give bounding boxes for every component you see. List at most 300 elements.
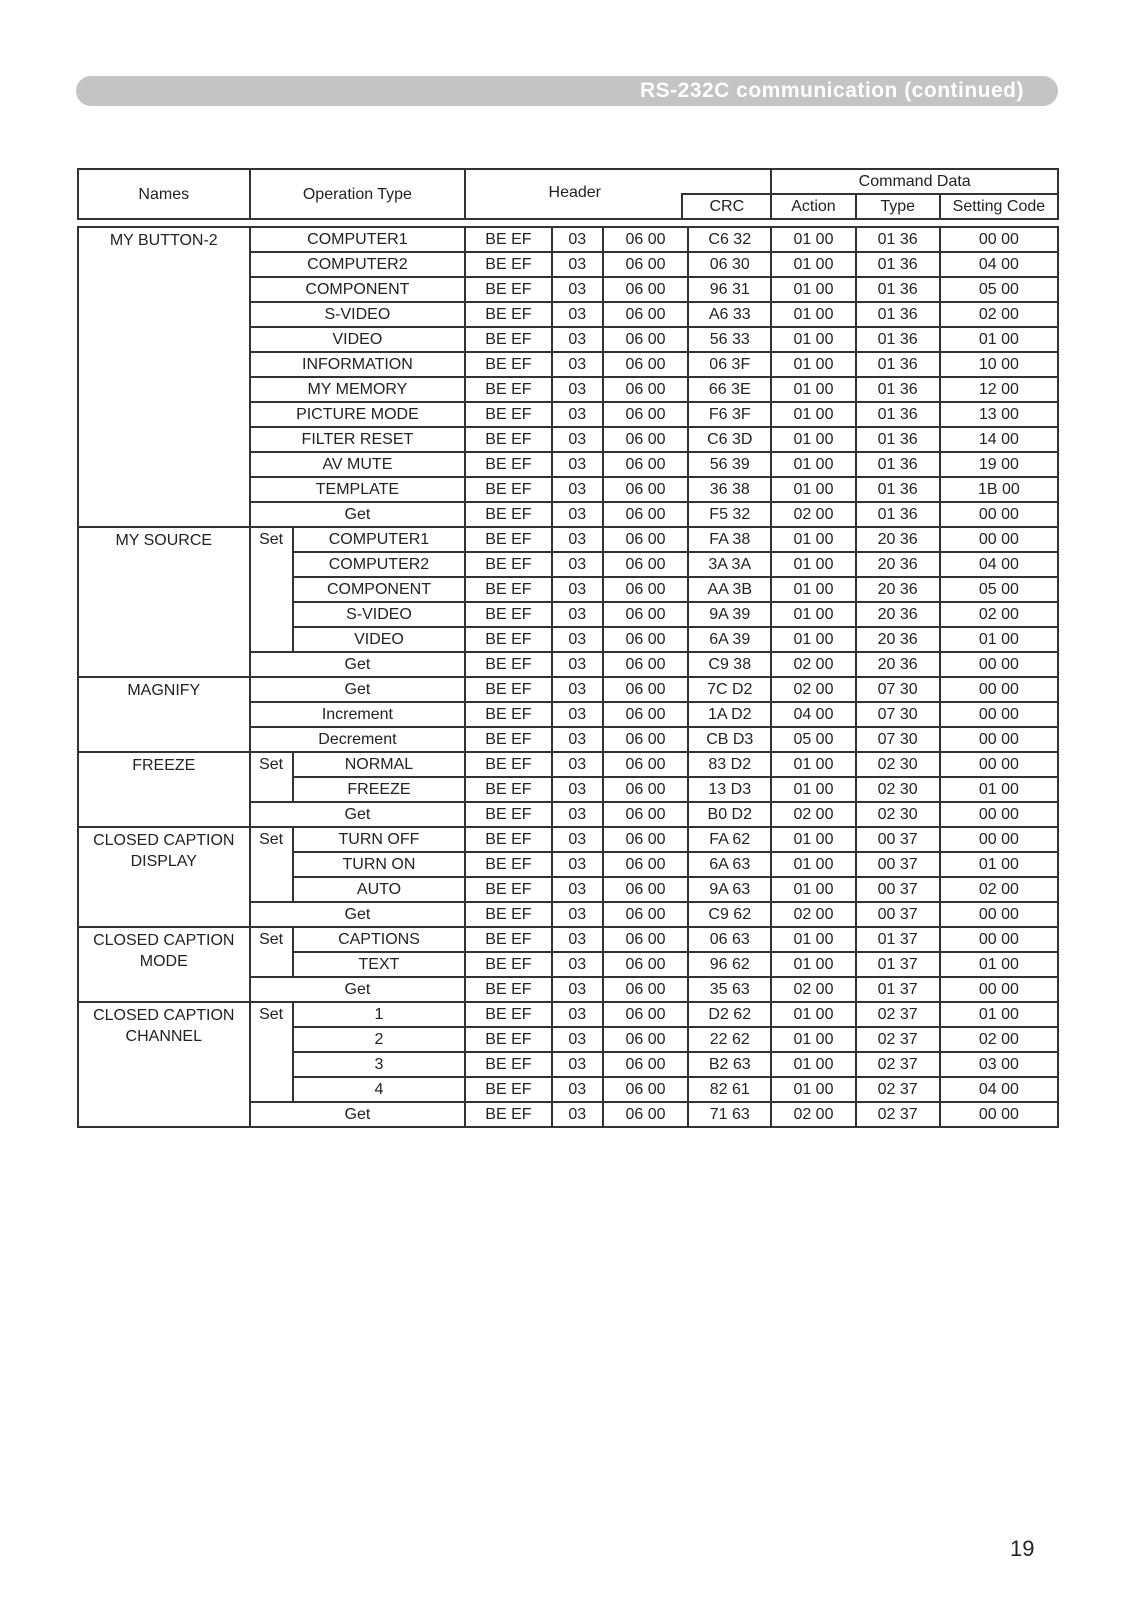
crc-cell: 83 D2 — [688, 752, 771, 777]
header-06-00-cell: 06 00 — [603, 827, 688, 852]
operation-type: 4 — [293, 1077, 466, 1102]
header-be-ef-cell: BE EF — [465, 702, 551, 727]
operation-type: Get — [250, 677, 466, 702]
action-cell: 01 00 — [771, 552, 855, 577]
header-06-00-cell: 06 00 — [603, 527, 688, 552]
operation-type: TEXT — [293, 952, 466, 977]
header-header — [465, 169, 771, 219]
operation-type: COMPUTER2 — [250, 252, 466, 277]
action-cell: 01 00 — [771, 777, 855, 802]
action-cell: 02 00 — [771, 677, 855, 702]
type-cell: 00 37 — [856, 902, 940, 927]
header-be-ef-cell: BE EF — [465, 927, 551, 952]
operation-type: Increment — [250, 702, 466, 727]
header-06-00-cell: 06 00 — [603, 402, 688, 427]
operation-type: NORMAL — [293, 752, 466, 777]
setting-code-cell: 00 00 — [940, 702, 1058, 727]
header-be-ef-cell: BE EF — [465, 752, 551, 777]
type-cell: 07 30 — [856, 702, 940, 727]
setting-code-cell: 02 00 — [940, 602, 1058, 627]
setting-code-cell: 02 00 — [940, 1027, 1058, 1052]
operation-type: S-VIDEO — [293, 602, 466, 627]
header-03-cell: 03 — [552, 352, 603, 377]
header-06-00-cell: 06 00 — [603, 477, 688, 502]
header-06-00-cell: 06 00 — [603, 727, 688, 752]
header-be-ef-cell: BE EF — [465, 1027, 551, 1052]
crc-cell: 3A 3A — [688, 552, 771, 577]
header-03-cell: 03 — [552, 952, 603, 977]
table-row — [78, 1002, 1058, 1027]
header-06-00-cell: 06 00 — [603, 752, 688, 777]
action-cell: 01 00 — [771, 852, 855, 877]
section-header-banner — [76, 76, 1058, 106]
header-06-00-cell: 06 00 — [603, 952, 688, 977]
crc-cell: 96 62 — [688, 952, 771, 977]
header-operation-type: Operation Type — [250, 169, 466, 219]
header-be-ef-cell: BE EF — [465, 477, 551, 502]
header-03-cell: 03 — [552, 1002, 603, 1027]
operation-type: MY MEMORY — [250, 377, 466, 402]
operation-type: COMPONENT — [250, 277, 466, 302]
type-cell: 01 36 — [856, 377, 940, 402]
header-03-cell: 03 — [552, 327, 603, 352]
action-cell: 01 00 — [771, 627, 855, 652]
header-be-ef-cell: BE EF — [465, 402, 551, 427]
page-number: 19 — [1010, 1536, 1035, 1561]
setting-code-cell: 05 00 — [940, 277, 1058, 302]
crc-cell: F5 32 — [688, 502, 771, 527]
operation-type: INFORMATION — [250, 352, 466, 377]
header-06-00-cell: 06 00 — [603, 277, 688, 302]
setting-code-cell: 00 00 — [940, 902, 1058, 927]
operation-type: 2 — [293, 1027, 466, 1052]
command-name: MY BUTTON-2 — [78, 227, 250, 527]
command-name: FREEZE — [78, 752, 250, 827]
header-03-cell: 03 — [552, 227, 603, 252]
header-06-00-cell: 06 00 — [603, 627, 688, 652]
header-be-ef-cell: BE EF — [465, 277, 551, 302]
type-cell: 20 36 — [856, 602, 940, 627]
action-cell: 01 00 — [771, 527, 855, 552]
setting-code-cell: 00 00 — [940, 827, 1058, 852]
operation-type: AV MUTE — [250, 452, 466, 477]
crc-cell: 06 30 — [688, 252, 771, 277]
header-06-00-cell: 06 00 — [603, 302, 688, 327]
setting-code-cell: 00 00 — [940, 927, 1058, 952]
set-label: Set — [250, 1002, 293, 1102]
operation-type: Get — [250, 802, 466, 827]
header-be-ef-cell: BE EF — [465, 302, 551, 327]
type-cell: 20 36 — [856, 552, 940, 577]
type-cell: 02 37 — [856, 1027, 940, 1052]
action-cell: 01 00 — [771, 452, 855, 477]
type-cell: 00 37 — [856, 827, 940, 852]
type-cell: 01 36 — [856, 427, 940, 452]
crc-cell: A6 33 — [688, 302, 771, 327]
header-06-00-cell: 06 00 — [603, 252, 688, 277]
type-cell: 01 36 — [856, 452, 940, 477]
header-be-ef-cell: BE EF — [465, 502, 551, 527]
header-be-ef-cell: BE EF — [465, 677, 551, 702]
action-cell: 01 00 — [771, 952, 855, 977]
operation-type: FREEZE — [293, 777, 466, 802]
operation-type: COMPUTER1 — [293, 527, 466, 552]
action-cell: 01 00 — [771, 877, 855, 902]
table-row — [78, 677, 1058, 702]
header-names: Names — [78, 169, 250, 219]
header-03-cell: 03 — [552, 402, 603, 427]
action-cell: 01 00 — [771, 277, 855, 302]
header-header-label: Header — [548, 184, 601, 201]
header-be-ef-cell: BE EF — [465, 1052, 551, 1077]
crc-cell: AA 3B — [688, 577, 771, 602]
header-be-ef-cell: BE EF — [465, 427, 551, 452]
crc-cell: 06 63 — [688, 927, 771, 952]
crc-cell: 9A 63 — [688, 877, 771, 902]
setting-code-cell: 01 00 — [940, 1002, 1058, 1027]
header-be-ef-cell: BE EF — [465, 727, 551, 752]
header-type: Type — [856, 194, 940, 219]
action-cell: 01 00 — [771, 477, 855, 502]
operation-type: S-VIDEO — [250, 302, 466, 327]
crc-cell: 96 31 — [688, 277, 771, 302]
type-cell: 07 30 — [856, 677, 940, 702]
header-03-cell: 03 — [552, 1102, 603, 1127]
header-03-cell: 03 — [552, 1077, 603, 1102]
setting-code-cell: 04 00 — [940, 552, 1058, 577]
setting-code-cell: 19 00 — [940, 452, 1058, 477]
action-cell: 01 00 — [771, 752, 855, 777]
header-03-cell: 03 — [552, 927, 603, 952]
type-cell: 02 30 — [856, 752, 940, 777]
setting-code-cell: 13 00 — [940, 402, 1058, 427]
type-cell: 02 30 — [856, 802, 940, 827]
header-06-00-cell: 06 00 — [603, 1102, 688, 1127]
setting-code-cell: 00 00 — [940, 727, 1058, 752]
setting-code-cell: 00 00 — [940, 752, 1058, 777]
setting-code-cell: 01 00 — [940, 327, 1058, 352]
header-be-ef-cell: BE EF — [465, 652, 551, 677]
action-cell: 01 00 — [771, 1077, 855, 1102]
operation-type: TURN OFF — [293, 827, 466, 852]
setting-code-cell: 03 00 — [940, 1052, 1058, 1077]
crc-cell: 9A 39 — [688, 602, 771, 627]
header-03-cell: 03 — [552, 252, 603, 277]
header-03-cell: 03 — [552, 527, 603, 552]
header-03-cell: 03 — [552, 627, 603, 652]
header-03-cell: 03 — [552, 652, 603, 677]
setting-code-cell: 04 00 — [940, 1077, 1058, 1102]
table-row — [78, 227, 1058, 252]
header-03-cell: 03 — [552, 802, 603, 827]
header-be-ef-cell: BE EF — [465, 577, 551, 602]
type-cell: 20 36 — [856, 627, 940, 652]
header-03-cell: 03 — [552, 727, 603, 752]
action-cell: 01 00 — [771, 427, 855, 452]
crc-cell: 71 63 — [688, 1102, 771, 1127]
command-name: CLOSED CAPTION CHANNEL — [78, 1002, 250, 1127]
header-be-ef-cell: BE EF — [465, 977, 551, 1002]
action-cell: 01 00 — [771, 377, 855, 402]
setting-code-cell: 12 00 — [940, 377, 1058, 402]
action-cell: 01 00 — [771, 252, 855, 277]
operation-type: Get — [250, 1102, 466, 1127]
header-03-cell: 03 — [552, 1027, 603, 1052]
type-cell: 07 30 — [856, 727, 940, 752]
header-06-00-cell: 06 00 — [603, 902, 688, 927]
crc-cell: C9 38 — [688, 652, 771, 677]
table-row — [78, 927, 1058, 952]
header-03-cell: 03 — [552, 552, 603, 577]
header-03-cell: 03 — [552, 877, 603, 902]
operation-type: PICTURE MODE — [250, 402, 466, 427]
setting-code-cell: 00 00 — [940, 527, 1058, 552]
setting-code-cell: 00 00 — [940, 977, 1058, 1002]
setting-code-cell: 14 00 — [940, 427, 1058, 452]
header-action: Action — [771, 194, 855, 219]
action-cell: 02 00 — [771, 1102, 855, 1127]
operation-type: VIDEO — [250, 327, 466, 352]
header-be-ef-cell: BE EF — [465, 227, 551, 252]
section-title: RS-232C communication (continued) — [639, 79, 1024, 102]
type-cell: 02 37 — [856, 1002, 940, 1027]
action-cell: 04 00 — [771, 702, 855, 727]
command-name: CLOSED CAPTION DISPLAY — [78, 827, 250, 927]
header-setting-code: Setting Code — [940, 194, 1058, 219]
crc-cell: D2 62 — [688, 1002, 771, 1027]
header-be-ef-cell: BE EF — [465, 327, 551, 352]
header-03-cell: 03 — [552, 677, 603, 702]
type-cell: 01 36 — [856, 227, 940, 252]
action-cell: 01 00 — [771, 577, 855, 602]
header-03-cell: 03 — [552, 777, 603, 802]
operation-type: TEMPLATE — [250, 477, 466, 502]
crc-cell: B0 D2 — [688, 802, 771, 827]
header-be-ef-cell: BE EF — [465, 827, 551, 852]
crc-cell: 36 38 — [688, 477, 771, 502]
type-cell: 01 37 — [856, 977, 940, 1002]
action-cell: 01 00 — [771, 227, 855, 252]
table-body — [78, 227, 1058, 1127]
action-cell: 01 00 — [771, 602, 855, 627]
crc-cell: FA 38 — [688, 527, 771, 552]
command-name: MAGNIFY — [78, 677, 250, 752]
operation-type: TURN ON — [293, 852, 466, 877]
set-label: Set — [250, 527, 293, 652]
setting-code-cell: 00 00 — [940, 1102, 1058, 1127]
crc-cell: 66 3E — [688, 377, 771, 402]
rs232c-command-table — [77, 168, 1059, 1128]
crc-cell: 56 39 — [688, 452, 771, 477]
type-cell: 01 36 — [856, 502, 940, 527]
header-03-cell: 03 — [552, 477, 603, 502]
crc-cell: C9 62 — [688, 902, 771, 927]
action-cell: 02 00 — [771, 902, 855, 927]
operation-type: COMPUTER1 — [250, 227, 466, 252]
header-be-ef-cell: BE EF — [465, 902, 551, 927]
type-cell: 02 37 — [856, 1102, 940, 1127]
operation-type: 3 — [293, 1052, 466, 1077]
header-be-ef-cell: BE EF — [465, 1002, 551, 1027]
header-06-00-cell: 06 00 — [603, 427, 688, 452]
type-cell: 20 36 — [856, 652, 940, 677]
header-06-00-cell: 06 00 — [603, 877, 688, 902]
setting-code-cell: 1B 00 — [940, 477, 1058, 502]
header-06-00-cell: 06 00 — [603, 852, 688, 877]
setting-code-cell: 01 00 — [940, 627, 1058, 652]
header-06-00-cell: 06 00 — [603, 977, 688, 1002]
header-03-cell: 03 — [552, 752, 603, 777]
header-03-cell: 03 — [552, 302, 603, 327]
operation-type: Get — [250, 502, 466, 527]
header-06-00-cell: 06 00 — [603, 552, 688, 577]
type-cell: 01 37 — [856, 952, 940, 977]
crc-cell: 22 62 — [688, 1027, 771, 1052]
type-cell: 01 36 — [856, 252, 940, 277]
type-cell: 00 37 — [856, 852, 940, 877]
header-06-00-cell: 06 00 — [603, 1002, 688, 1027]
type-cell: 01 37 — [856, 927, 940, 952]
header-06-00-cell: 06 00 — [603, 377, 688, 402]
type-cell: 02 30 — [856, 777, 940, 802]
table-row — [78, 752, 1058, 777]
setting-code-cell: 00 00 — [940, 652, 1058, 677]
crc-cell: FA 62 — [688, 827, 771, 852]
set-label: Set — [250, 827, 293, 902]
header-command-data: Command Data — [771, 169, 1058, 194]
header-06-00-cell: 06 00 — [603, 777, 688, 802]
operation-type: AUTO — [293, 877, 466, 902]
set-label: Set — [250, 927, 293, 977]
header-06-00-cell: 06 00 — [603, 802, 688, 827]
header-03-cell: 03 — [552, 702, 603, 727]
command-name: CLOSED CAPTION MODE — [78, 927, 250, 1002]
header-03-cell: 03 — [552, 602, 603, 627]
header-06-00-cell: 06 00 — [603, 577, 688, 602]
crc-cell: CB D3 — [688, 727, 771, 752]
type-cell: 01 36 — [856, 477, 940, 502]
setting-code-cell: 00 00 — [940, 502, 1058, 527]
operation-type: 1 — [293, 1002, 466, 1027]
operation-type: Get — [250, 652, 466, 677]
header-be-ef-cell: BE EF — [465, 527, 551, 552]
action-cell: 01 00 — [771, 352, 855, 377]
crc-cell: 56 33 — [688, 327, 771, 352]
header-06-00-cell: 06 00 — [603, 452, 688, 477]
header-be-ef-cell: BE EF — [465, 552, 551, 577]
header-06-00-cell: 06 00 — [603, 227, 688, 252]
action-cell: 01 00 — [771, 1027, 855, 1052]
crc-cell: 1A D2 — [688, 702, 771, 727]
header-06-00-cell: 06 00 — [603, 327, 688, 352]
table-row — [78, 827, 1058, 852]
crc-cell: 6A 39 — [688, 627, 771, 652]
action-cell: 01 00 — [771, 927, 855, 952]
header-be-ef-cell: BE EF — [465, 952, 551, 977]
header-be-ef-cell: BE EF — [465, 877, 551, 902]
crc-cell: 13 D3 — [688, 777, 771, 802]
action-cell: 01 00 — [771, 402, 855, 427]
setting-code-cell: 00 00 — [940, 802, 1058, 827]
setting-code-cell: 04 00 — [940, 252, 1058, 277]
action-cell: 01 00 — [771, 302, 855, 327]
header-crc: CRC — [681, 193, 770, 218]
action-cell: 02 00 — [771, 977, 855, 1002]
header-be-ef-cell: BE EF — [465, 777, 551, 802]
crc-cell: 82 61 — [688, 1077, 771, 1102]
header-be-ef-cell: BE EF — [465, 377, 551, 402]
operation-type: COMPONENT — [293, 577, 466, 602]
action-cell: 02 00 — [771, 802, 855, 827]
action-cell: 01 00 — [771, 827, 855, 852]
type-cell: 00 37 — [856, 877, 940, 902]
setting-code-cell: 01 00 — [940, 952, 1058, 977]
header-06-00-cell: 06 00 — [603, 677, 688, 702]
crc-cell: B2 63 — [688, 1052, 771, 1077]
setting-code-cell: 01 00 — [940, 852, 1058, 877]
header-06-00-cell: 06 00 — [603, 602, 688, 627]
header-06-00-cell: 06 00 — [603, 652, 688, 677]
header-be-ef-cell: BE EF — [465, 802, 551, 827]
setting-code-cell: 10 00 — [940, 352, 1058, 377]
header-06-00-cell: 06 00 — [603, 352, 688, 377]
header-06-00-cell: 06 00 — [603, 702, 688, 727]
header-be-ef-cell: BE EF — [465, 602, 551, 627]
type-cell: 01 36 — [856, 352, 940, 377]
header-03-cell: 03 — [552, 977, 603, 1002]
header-03-cell: 03 — [552, 1052, 603, 1077]
type-cell: 02 37 — [856, 1077, 940, 1102]
operation-type: CAPTIONS — [293, 927, 466, 952]
setting-code-cell: 01 00 — [940, 777, 1058, 802]
header-06-00-cell: 06 00 — [603, 927, 688, 952]
set-label: Set — [250, 752, 293, 802]
header-be-ef-cell: BE EF — [465, 1102, 551, 1127]
header-06-00-cell: 06 00 — [603, 1052, 688, 1077]
header-03-cell: 03 — [552, 502, 603, 527]
crc-cell: C6 3D — [688, 427, 771, 452]
header-be-ef-cell: BE EF — [465, 352, 551, 377]
crc-cell: 35 63 — [688, 977, 771, 1002]
table-row — [78, 527, 1058, 552]
crc-cell: 7C D2 — [688, 677, 771, 702]
crc-cell: 06 3F — [688, 352, 771, 377]
action-cell: 05 00 — [771, 727, 855, 752]
action-cell: 02 00 — [771, 652, 855, 677]
crc-cell: F6 3F — [688, 402, 771, 427]
type-cell: 01 36 — [856, 327, 940, 352]
header-06-00-cell: 06 00 — [603, 502, 688, 527]
header-be-ef-cell: BE EF — [465, 627, 551, 652]
header-be-ef-cell: BE EF — [465, 252, 551, 277]
header-separator — [78, 219, 1058, 227]
type-cell: 01 36 — [856, 302, 940, 327]
header-06-00-cell: 06 00 — [603, 1027, 688, 1052]
setting-code-cell: 02 00 — [940, 877, 1058, 902]
type-cell: 01 36 — [856, 402, 940, 427]
header-06-00-cell: 06 00 — [603, 1077, 688, 1102]
action-cell: 01 00 — [771, 1002, 855, 1027]
header-03-cell: 03 — [552, 827, 603, 852]
header-03-cell: 03 — [552, 377, 603, 402]
operation-type: VIDEO — [293, 627, 466, 652]
header-be-ef-cell: BE EF — [465, 852, 551, 877]
type-cell: 20 36 — [856, 527, 940, 552]
operation-type: COMPUTER2 — [293, 552, 466, 577]
action-cell: 02 00 — [771, 502, 855, 527]
header-03-cell: 03 — [552, 577, 603, 602]
action-cell: 01 00 — [771, 1052, 855, 1077]
